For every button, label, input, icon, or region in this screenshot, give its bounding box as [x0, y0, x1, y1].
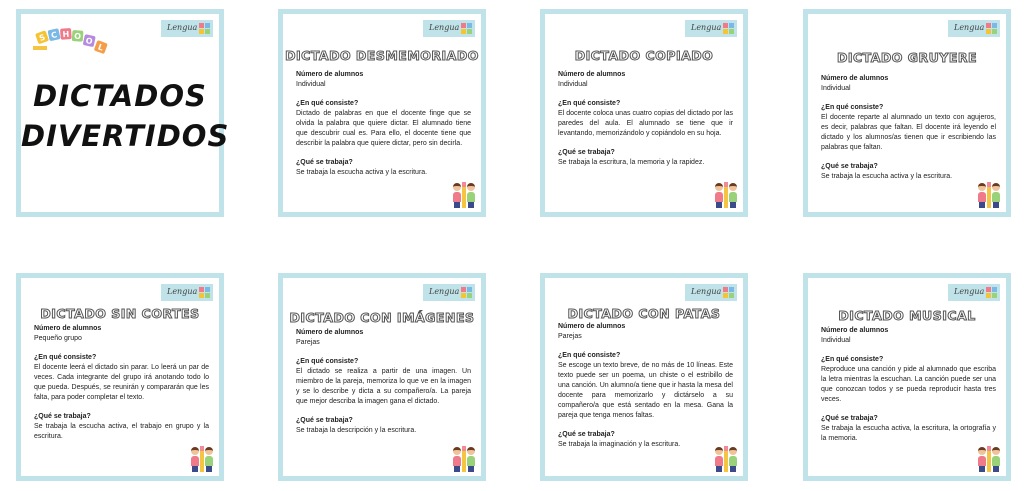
consiste-heading: ¿En qué consiste? [34, 354, 97, 361]
card-title: DICTADO SIN CORTES [40, 306, 200, 321]
consiste-text: El dictado se realiza a partir de una imagen. Un miembro de la pareja, memoriza lo que ve en la imagen y se lo describe y dicta a su compañero/a. La pareja que mejor describa la imagen gana el dictado. [296, 368, 471, 405]
svg-text:L: L [96, 42, 105, 53]
card-title: DICTADO CON IMÁGENES [289, 310, 475, 325]
consiste-text: El docente reparte al alumnado un texto con agujeros, es decir, palabras que faltan. El docente irá leyendo el dictado y los alumnos/as tienen que ir escribiendo las palabras que faltan. [821, 114, 996, 151]
subject-tag-label: Lengua [691, 23, 722, 32]
school-logo-icon [31, 20, 111, 54]
alumnos-value: Parejas [296, 339, 320, 346]
consiste-text: Dictado de palabras en que el docente finge que se olvida la palabra que quiere dictar. El alumnado tiene que descubrir cual es. Para ello, el docente tiene que describir la palabra que quiere dictar, pero sin decirla. [296, 110, 471, 147]
alumnos-heading: Número de alumnos [821, 327, 889, 334]
consiste-heading: ¿En qué consiste? [558, 352, 621, 359]
cover-title-line2: DIVERTIDOS [21, 119, 230, 153]
children-illustration-icon [978, 444, 1002, 472]
trabaja-heading: ¿Qué se trabaja? [296, 159, 353, 166]
alumnos-value: Individual [558, 81, 588, 88]
card-title: DICTADO MUSICAL [838, 308, 976, 323]
consiste-text: Reproduce una canción y pide al alumnado que escriba la letra mientras la escuchan. La canción puede ser una que conozcan todos y se pueda reproducir hasta tres veces. [821, 366, 996, 403]
svg-text:H: H [62, 29, 70, 40]
card-dictado-sin-cortes [16, 273, 224, 481]
children-illustration-icon [453, 444, 477, 472]
subject-tag-label: Lengua [691, 287, 722, 296]
trabaja-text: Se trabaja la descripción y la escritura. [296, 427, 417, 434]
subject-tag [948, 20, 1000, 37]
alphabet-blocks-icon [723, 287, 734, 298]
trabaja-text: Se trabaja la escucha activa y la escritura. [821, 173, 953, 180]
subject-tag-label: Lengua [954, 287, 985, 296]
svg-text:C: C [50, 30, 58, 41]
card-dictado-gruyere [803, 9, 1011, 217]
trabaja-text: Se trabaja la escucha activa, la escritura, la ortografía y la memoria. [821, 425, 996, 442]
alphabet-blocks-icon [461, 287, 472, 298]
cover-card [16, 9, 230, 217]
alumnos-value: Individual [821, 85, 851, 92]
subject-tag [161, 284, 213, 301]
alumnos-heading: Número de alumnos [296, 71, 364, 78]
trabaja-heading: ¿Qué se trabaja? [558, 431, 615, 438]
trabaja-heading: ¿Qué se trabaja? [558, 149, 615, 156]
consiste-heading: ¿En qué consiste? [296, 100, 359, 107]
card-dictado-desmemoriado [278, 9, 486, 217]
alumnos-heading: Número de alumnos [821, 75, 889, 82]
trabaja-text: Se trabaja la escritura, la memoria y la rapidez. [558, 159, 705, 166]
consiste-text: Se escoge un texto breve, de no más de 10 líneas. Este texto puede ser un poema, un chiste o el estribillo de una canción. Un alumno/a tiene que ir hasta la mesa del docente para memorizarlo y dictárselo a su compañero/a que está sentado en la mesa. Gana la pareja que tenga menos faltas. [558, 362, 733, 419]
consiste-text: El docente coloca unas cuatro copias del dictado por las paredes del aula. El alumnado se tiene que ir levantando, memorizándolo y copiándolo en su hoja. [558, 110, 733, 137]
trabaja-heading: ¿Qué se trabaja? [821, 163, 878, 170]
card-body [34, 324, 209, 442]
alumnos-heading: Número de alumnos [558, 71, 626, 78]
subject-tag [948, 284, 1000, 301]
card-dictado-copiado [540, 9, 748, 217]
children-illustration-icon [191, 444, 215, 472]
card-title: DICTADO DESMEMORIADO [285, 48, 479, 63]
card-title: DICTADO COPIADO [574, 48, 714, 63]
consiste-heading: ¿En qué consiste? [296, 358, 359, 365]
subject-tag-label: Lengua [429, 287, 460, 296]
svg-text:S: S [37, 32, 47, 43]
consiste-heading: ¿En qué consiste? [821, 356, 884, 363]
trabaja-text: Se trabaja la escucha activa, el trabajo en grupo y la escritura. [34, 423, 209, 440]
alphabet-blocks-icon [986, 23, 997, 34]
alumnos-value: Pequeño grupo [34, 335, 82, 342]
cover-title-line1: DICTADOS [33, 79, 207, 113]
alphabet-blocks-icon [986, 287, 997, 298]
subject-tag [685, 20, 737, 37]
card-body [821, 326, 996, 444]
alumnos-heading: Número de alumnos [558, 323, 626, 330]
svg-text:O: O [84, 36, 94, 47]
alphabet-blocks-icon [199, 23, 210, 34]
subject-tag-label: Lengua [954, 23, 985, 32]
subject-tag [423, 20, 475, 37]
children-illustration-icon [715, 444, 739, 472]
consiste-heading: ¿En qué consiste? [821, 104, 884, 111]
cover-title [21, 76, 230, 156]
card-title: DICTADO CON PATAS [567, 306, 721, 321]
card-body [296, 70, 471, 178]
consiste-text: El docente leerá el dictado sin parar. Lo leerá un par de veces. Cada integrante del grupo irá anotando todo lo que pueda. Después, se reunirán y compararán que les falta, para poder completar el texto. [34, 364, 209, 401]
children-illustration-icon [715, 180, 739, 208]
card-dictado-con-patas [540, 273, 748, 481]
trabaja-heading: ¿Qué se trabaja? [34, 413, 91, 420]
svg-text:O: O [73, 31, 82, 42]
card-body [558, 70, 733, 168]
alumnos-heading: Número de alumnos [296, 329, 364, 336]
card-body [558, 322, 733, 450]
card-body [296, 328, 471, 436]
card-body [821, 74, 996, 182]
alumnos-value: Parejas [558, 333, 582, 340]
subject-tag [685, 284, 737, 301]
alphabet-blocks-icon [199, 287, 210, 298]
card-dictado-musical [803, 273, 1011, 481]
trabaja-text: Se trabaja la imaginación y la escritura. [558, 441, 681, 448]
consiste-heading: ¿En qué consiste? [558, 100, 621, 107]
subject-tag-label: Lengua [167, 23, 198, 32]
subject-tag-label: Lengua [167, 287, 198, 296]
alphabet-blocks-icon [723, 23, 734, 34]
card-title: DICTADO GRUYERE [836, 50, 978, 65]
children-illustration-icon [978, 180, 1002, 208]
subject-tag [423, 284, 475, 301]
subject-tag [161, 20, 213, 37]
trabaja-heading: ¿Qué se trabaja? [821, 415, 878, 422]
trabaja-text: Se trabaja la escucha activa y la escritura. [296, 169, 428, 176]
card-dictado-con-imagenes [278, 273, 486, 481]
subject-tag-label: Lengua [429, 23, 460, 32]
alphabet-blocks-icon [461, 23, 472, 34]
alumnos-value: Individual [821, 337, 851, 344]
trabaja-heading: ¿Qué se trabaja? [296, 417, 353, 424]
alumnos-value: Individual [296, 81, 326, 88]
children-illustration-icon [453, 180, 477, 208]
alumnos-heading: Número de alumnos [34, 325, 102, 332]
